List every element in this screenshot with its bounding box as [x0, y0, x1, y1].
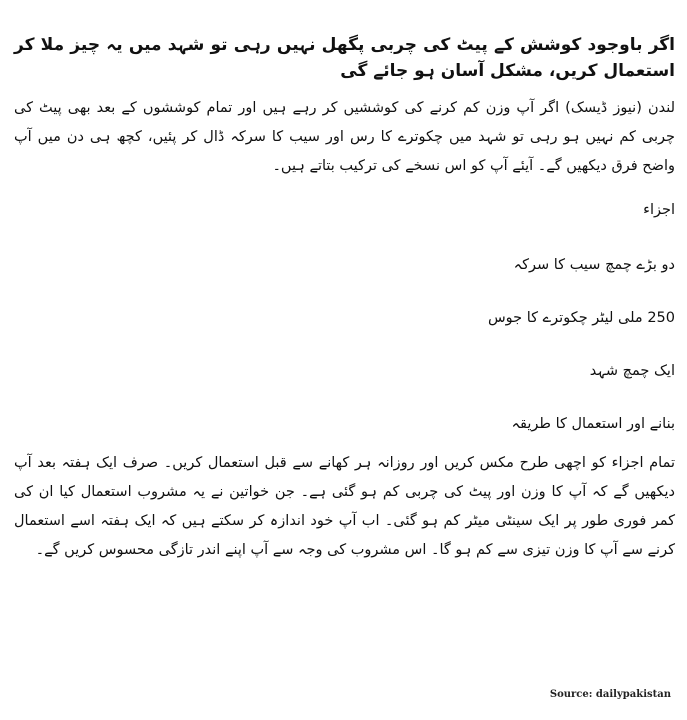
ingredient-item: ایک چمچ شہد: [589, 363, 675, 379]
article-body: [14, 32, 675, 565]
method-heading: بنانے اور استعمال کا طریقہ: [511, 416, 675, 432]
method-text: تمام اجزاء کو اچھی طرح مکس کریں اور روزانہ ہر کھانے سے قبل استعمال کریں۔ صرف ایک ہفتہ بعد آپ دیکھیں گے کہ آپ کا وزن اور پیٹ کی چربی کم ہو گئی ہے۔ جن خواتین نے یہ مشروب استعمال کیا ان کی کمر فوری طور پر ایک سینٹی میٹر کم ہو گئی۔ اب آپ خود اندازہ کر سکتے ہیں کہ ایک ہفتہ اسے استعمال کرنے سے آپ کا وزن تیزی سے کم ہو گا۔ اس مشروب کی وجہ سے آپ اپنے اندر تازگی محسوس کریں گے۔: [14, 455, 675, 558]
ingredient-item: دو بڑے چمچ سیب کا سرکہ: [513, 257, 675, 273]
ingredients-heading: اجزاء: [643, 202, 675, 218]
source-credit: Source: dailypakistan: [549, 689, 671, 700]
article-intro: لندن (نیوز ڈیسک) اگر آپ وزن کم کرنے کی کوششیں کر رہے ہیں اور تمام کوششوں کے بعد بھی پیٹ کی چربی کم نہیں ہو رہی تو شہد میں چکوترے کا رس اور سیب کا سرکہ ڈال کر پئیں، کچھ ہی دن میں آپ واضح فرق دیکھیں گے۔ آیئے آپ کو اس نسخے کی ترکیب بتاتے ہیں۔: [14, 100, 675, 174]
ingredient-item: 250 ملی لیٹر چکوترے کا جوس: [487, 310, 675, 326]
article-title: اگر باوجود کوشش کے پیٹ کی چربی پگھل نہیں رہی تو شہد میں یہ چیز ملا کر استعمال کریں، مشکل آسان ہو جائے گی: [14, 35, 675, 81]
